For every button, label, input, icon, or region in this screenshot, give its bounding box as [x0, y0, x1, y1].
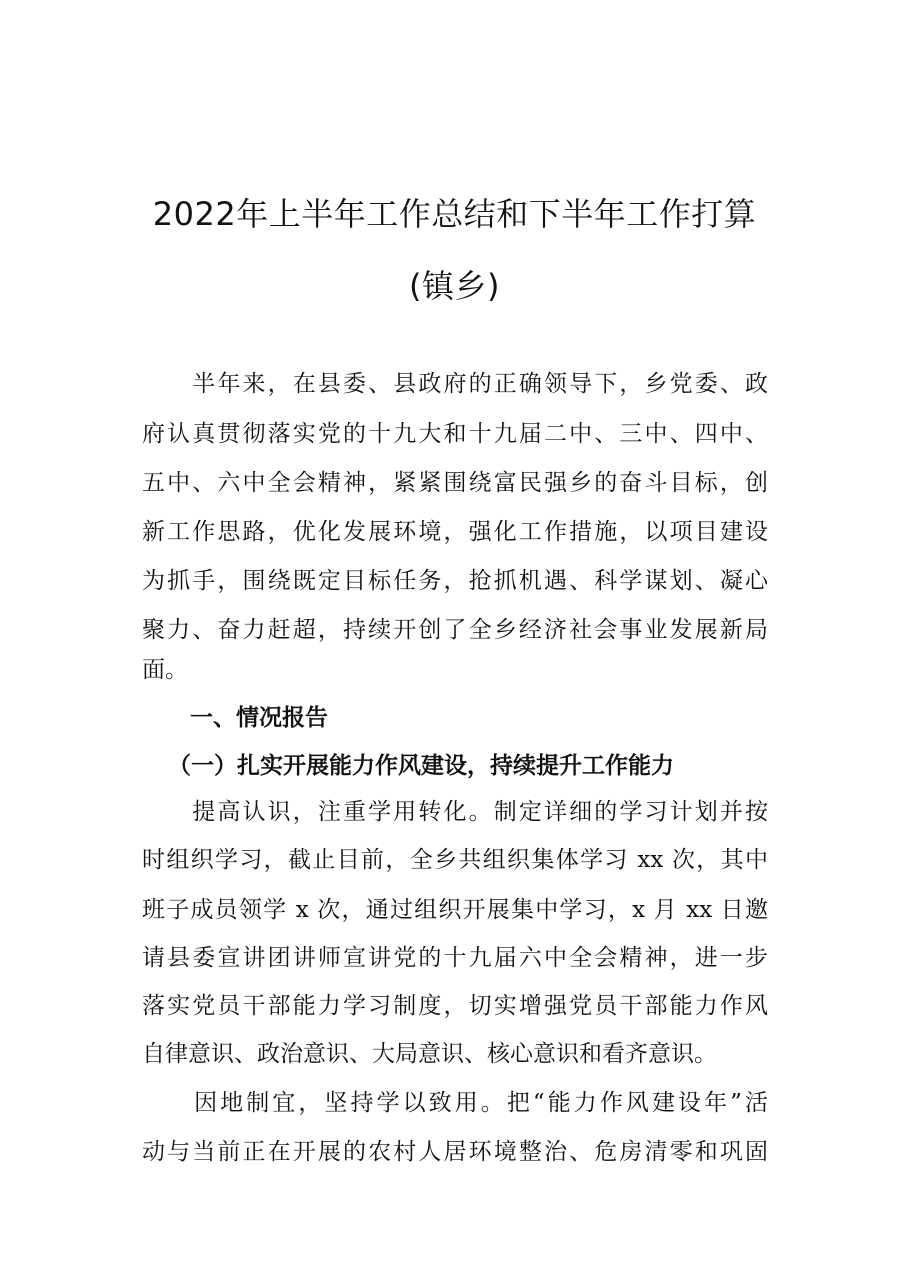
paragraph-2-line-4: 请县委宣讲团讲师宣讲党的十九届六中全会精神，进一步 — [142, 945, 768, 971]
paragraph-1-line-4: 新工作思路，优化发展环境，强化工作措施，以项目建设 — [142, 519, 768, 545]
paragraph-1-line-1: 半年来，在县委、县政府的正确领导下，乡党委、政 — [142, 371, 768, 397]
paragraph-3-line-1: 因地制宜，坚持学以致用。把“能力作风建设年”活 — [142, 1090, 768, 1116]
paragraph-1-line-3: 五中、六中全会精神，紧紧围绕富民强乡的奋斗目标，创 — [142, 470, 768, 496]
document-title-line-1: 2022年上半年工作总结和下半年工作打算 — [152, 195, 757, 233]
paragraph-2-line-3: 班子成员领学 x 次，通过组织开展集中学习，x 月 xx 日邀 — [142, 897, 768, 923]
paragraph-2-line-6: 自律意识、政治意识、大局意识、核心意识和看齐意识。 — [142, 1041, 717, 1067]
paragraph-1-line-7: 面。 — [142, 657, 188, 683]
paragraph-3-line-2: 动与当前正在开展的农村人居环境整治、危房清零和巩固 — [142, 1139, 768, 1165]
paragraph-2-line-5: 落实党员干部能力学习制度，切实增强党员干部能力作风 — [142, 993, 768, 1019]
paragraph-1-line-5: 为抓手，围绕既定目标任务，抢抓机遇、科学谋划、凝心 — [142, 568, 768, 594]
paragraph-1-line-2: 府认真贯彻落实党的十九大和十九届二中、三中、四中、 — [142, 421, 768, 447]
document-title-line-2: (镇乡) — [409, 267, 500, 305]
subsection-heading-1: （一）扎实开展能力作风建设，持续提升工作能力 — [168, 752, 674, 779]
paragraph-2-line-2: 时组织学习，截止目前，全乡共组织集体学习 xx 次，其中 — [142, 847, 768, 873]
paragraph-2-line-1: 提高认识，注重学用转化。制定详细的学习计划并按 — [142, 799, 768, 825]
paragraph-1-line-6: 聚力、奋力赶超，持续开创了全乡经济社会事业发展新局 — [142, 617, 768, 643]
section-heading-1: 一、情况报告 — [190, 705, 328, 731]
